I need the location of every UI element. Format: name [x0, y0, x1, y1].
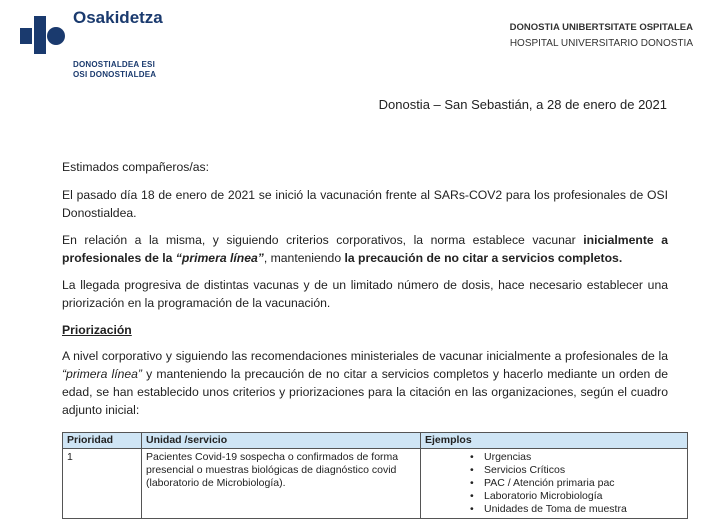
header-unit: Unidad /servicio [142, 433, 421, 449]
paragraph-4 [62, 347, 668, 419]
table-header-row [63, 433, 688, 449]
cell-unit: Pacientes Covid-19 sospecha o confirmados de forma presencial o muestras biológicas de diagnóstico covid (laboratorio de Microbiología). [142, 449, 421, 519]
p4-text: A nivel corporativo y siguiendo las recomendaciones ministeriales de vacunar inicialmente a profesionales de la [62, 349, 668, 363]
paragraph-3: La llegada progresiva de distintas vacunas y de un limitado número de dosis, hace necesario establecer una priorización en la programación de la vacunación. [62, 278, 668, 310]
list-item: • Unidades de Toma de muestra [470, 503, 683, 516]
header-examples: Ejemplos [421, 433, 688, 449]
hospital-name-basque: DONOSTIA UNIBERTSITATE OSPITALEA [509, 22, 693, 33]
section-title: Priorización [62, 323, 132, 337]
list-item: • Urgencias [470, 451, 683, 464]
p2-text: En relación a la misma, y siguiendo criterios corporativos, la norma establece vacunar [62, 233, 584, 247]
examples-list [425, 451, 683, 516]
priority-table [62, 432, 688, 519]
logo-name: Osakidetza [73, 8, 163, 27]
hospital-name-spanish: HOSPITAL UNIVERSITARIO DONOSTIA [509, 38, 693, 49]
letter-body [62, 158, 668, 428]
table-row [63, 449, 688, 519]
paragraph-2 [62, 231, 668, 267]
p4-text-2: y manteniendo la precaución de no citar a servicios completos y hacerlo mediante un orden de edad, se han establecido unos criterios y priorizaciones para la citación en las organizaciones, según el cuadro adjunto inicial: [62, 367, 668, 417]
header-priority: Prioridad [63, 433, 142, 449]
salutation: Estimados compañeros/as: [62, 160, 209, 174]
cell-priority: 1 [63, 449, 142, 519]
list-item: • Laboratorio Microbiología [470, 490, 683, 503]
osakidetza-logo-icon [20, 14, 66, 56]
paragraph-1: El pasado día 18 de enero de 2021 se inició la vacunación frente al SARs-COV2 para los profesionales de OSI Donostialdea. [62, 188, 668, 220]
p2-bold: inicialmente a profesionales de la [62, 233, 668, 265]
p2-bold-italic: “primera línea” [175, 251, 264, 265]
list-item: • PAC / Atención primaria pac [470, 477, 683, 490]
org-name-spanish: OSI DONOSTIALDEA [73, 70, 157, 79]
dateline: Donostia – San Sebastián, a 28 de enero de 2021 [378, 97, 667, 112]
cell-examples [421, 449, 688, 519]
p2-text-2: , manteniendo [263, 251, 345, 265]
p2-bold-2: la precaución de no citar a servicios completos. [344, 251, 623, 265]
list-item: • Servicios Críticos [470, 464, 683, 477]
org-name-basque: DONOSTIALDEA ESI [73, 60, 156, 69]
p4-italic: “primera línea” [62, 367, 142, 381]
